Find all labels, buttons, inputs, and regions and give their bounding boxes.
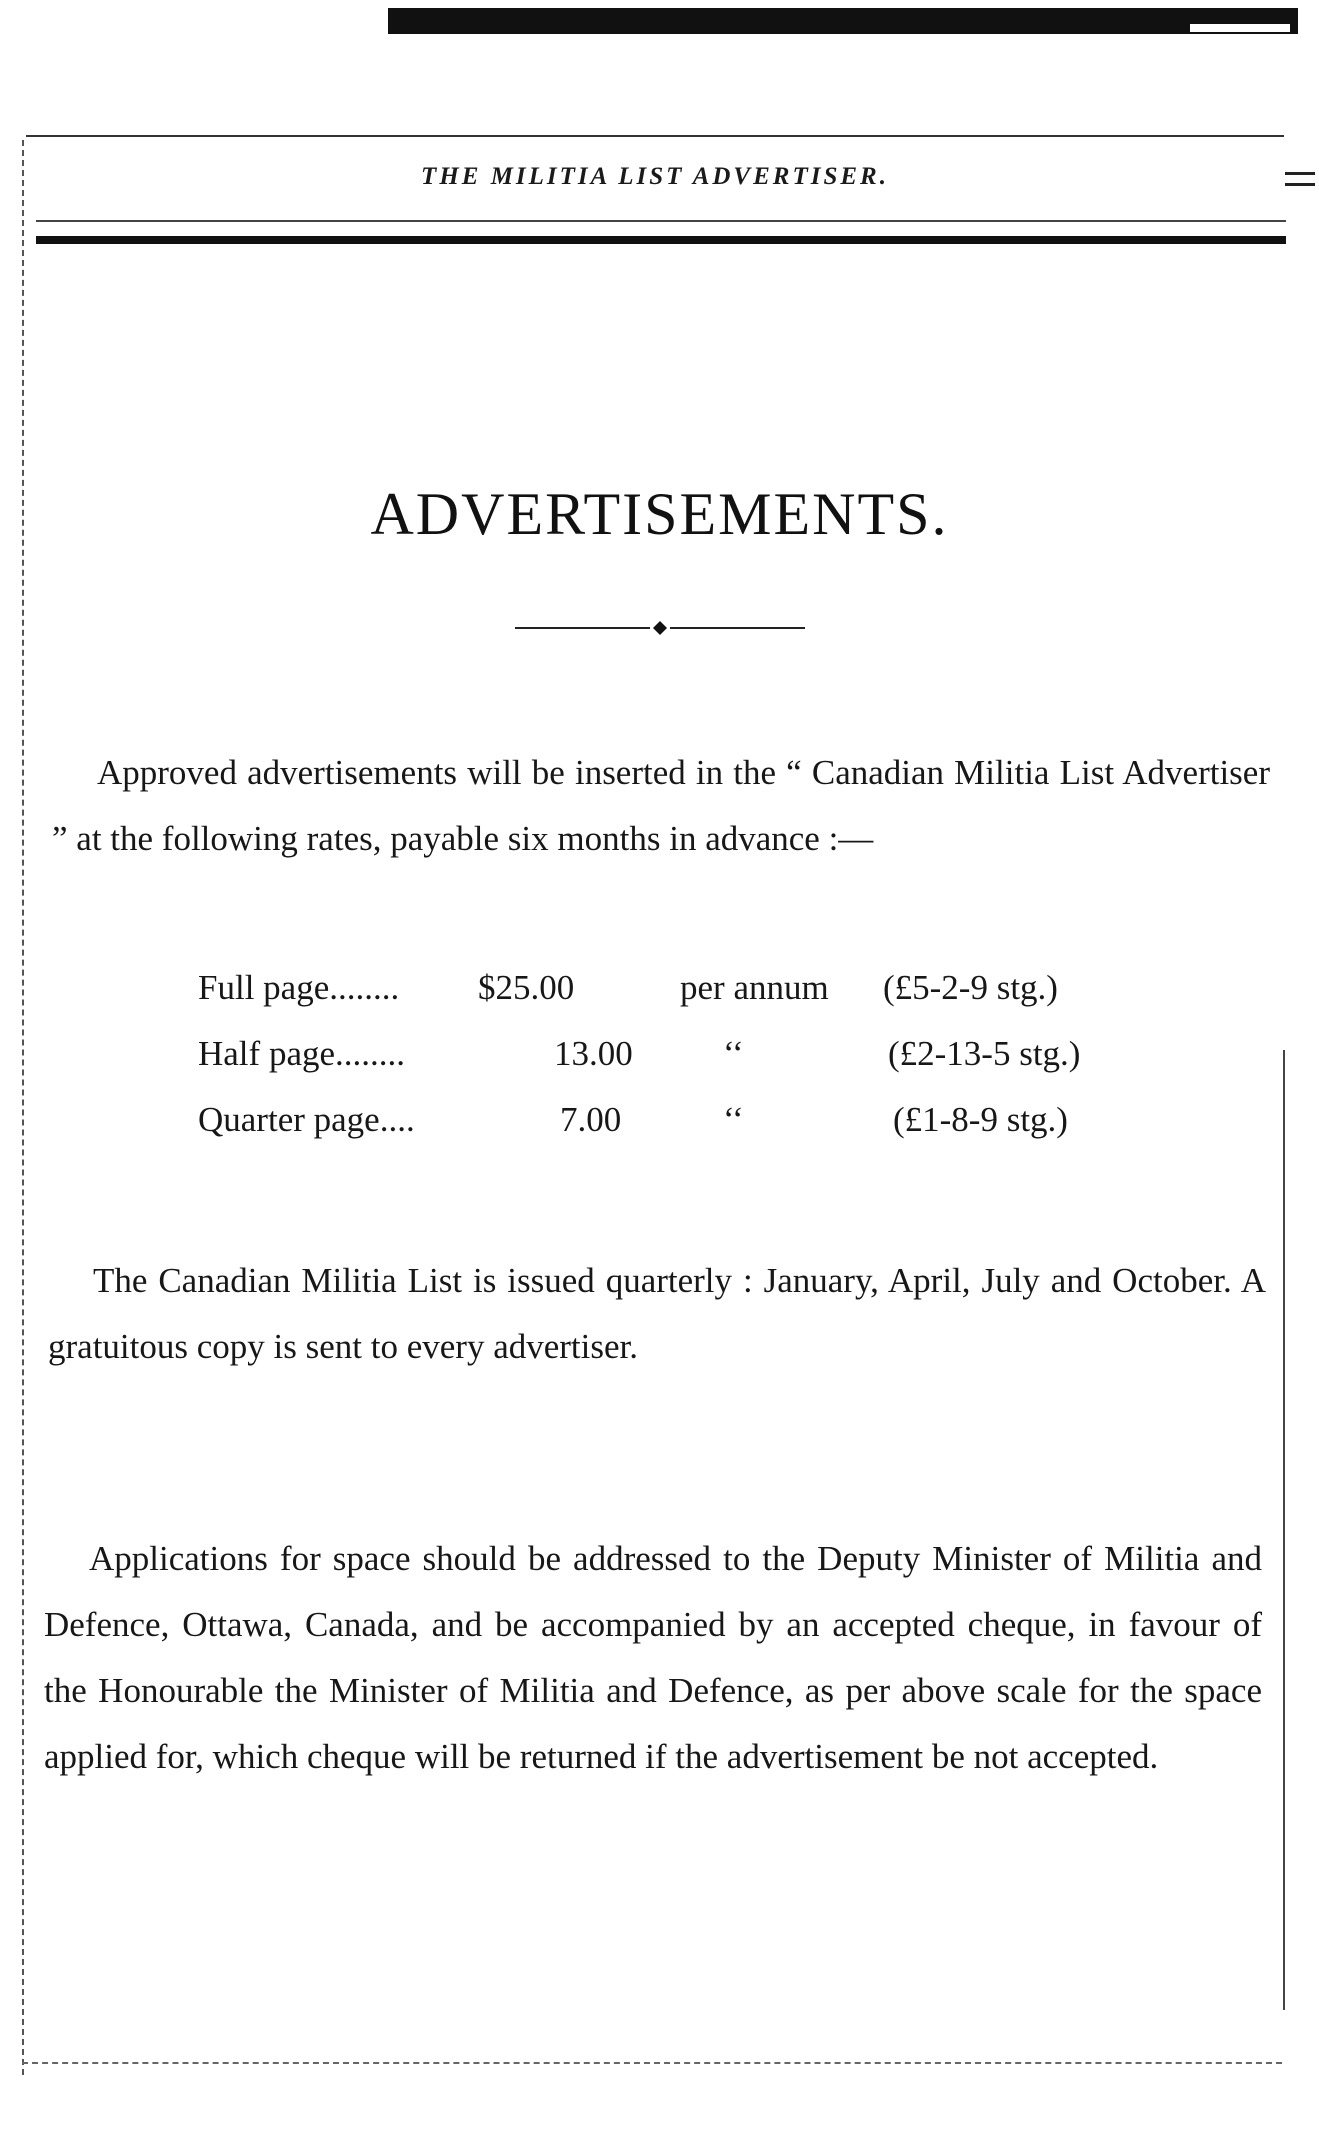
running-head: THE MILITIA LIST ADVERTISER. xyxy=(421,163,889,190)
rate-sterling: (£5-2-9 stg.) xyxy=(883,968,1058,1007)
top-edge-bar xyxy=(388,8,1298,34)
rate-row-half-page xyxy=(198,1034,1198,1100)
diamond-ornament-icon xyxy=(515,618,805,638)
page-frame-left xyxy=(22,140,24,2075)
page-frame-bottom xyxy=(22,2062,1282,2064)
applications-paragraph: Applications for space should be addressed to the Deputy Minister of Militia and Defence, Ottawa, Canada, and be accompanied by an accepted cheque, in favour of the Honourable the Minister of Militia and Defence, as per above scale for the space applied for, which cheque will be returned if the advertisement be not accepted. xyxy=(44,1539,1262,1776)
rate-price: $25.00 xyxy=(478,968,575,1007)
rate-price: 13.00 xyxy=(554,1034,633,1073)
header-rule-thin xyxy=(36,220,1286,222)
rate-row-quarter-page xyxy=(198,1100,1198,1166)
margin-mark xyxy=(1285,172,1315,186)
page-title: ADVERTISEMENTS. xyxy=(370,481,949,548)
rate-label: Half page........ xyxy=(198,1034,406,1073)
rate-label: Quarter page.... xyxy=(198,1100,415,1139)
intro-paragraph: Approved advertisements will be inserted in the “ Canadian Militia List Advertiser ” at the following rates, payable six months in advance :— xyxy=(52,753,1270,858)
header-rule-thick xyxy=(36,236,1286,244)
issue-notice-paragraph: The Canadian Militia List is issued quarterly : January, April, July and October. A gratuitous copy is sent to every advertiser. xyxy=(48,1261,1266,1366)
rate-period: per annum xyxy=(680,968,829,1007)
rate-price: 7.00 xyxy=(560,1100,622,1139)
rates-table xyxy=(198,968,1198,1166)
rate-sterling: (£2-13-5 stg.) xyxy=(888,1034,1081,1073)
top-edge-bar-tail xyxy=(1190,22,1290,32)
rate-sterling: (£1-8-9 stg.) xyxy=(893,1100,1068,1139)
header-rule-top xyxy=(26,135,1284,137)
rate-row-full-page xyxy=(198,968,1198,1034)
rate-period: ‘‘ xyxy=(723,1100,744,1139)
rate-label: Full page........ xyxy=(198,968,400,1007)
rate-period: ‘‘ xyxy=(723,1034,744,1073)
page-frame-right xyxy=(1283,1050,1285,2010)
